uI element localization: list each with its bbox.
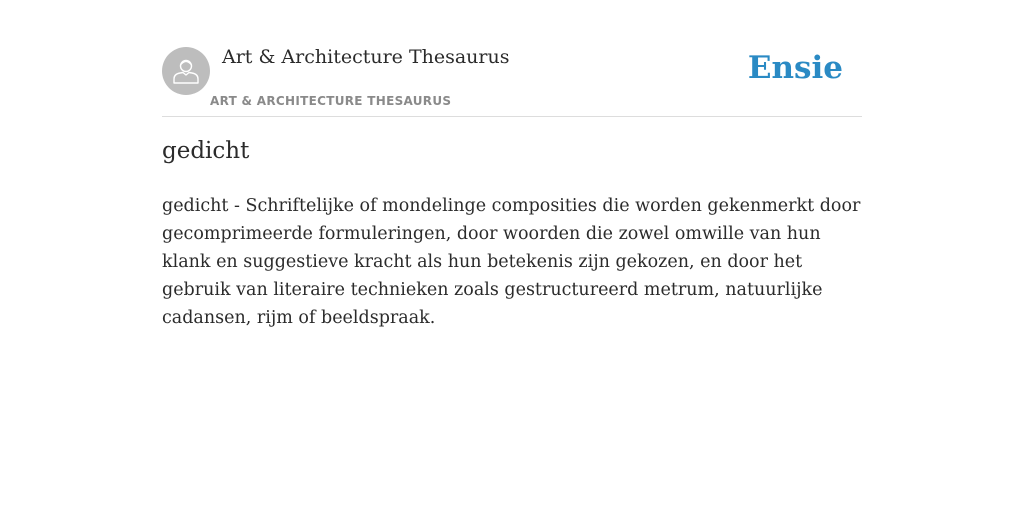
source-subtitle-link[interactable]: ART & ARCHITECTURE THESAURUS: [210, 94, 452, 108]
user-icon: [162, 47, 210, 95]
brand-logo[interactable]: Ensie: [747, 50, 843, 86]
entry-term: gedicht: [162, 138, 250, 164]
source-title[interactable]: Art & Architecture Thesaurus: [222, 46, 510, 68]
source-header: [162, 44, 862, 117]
avatar[interactable]: [162, 47, 210, 95]
entry-definition: gedicht - Schriftelijke of mondelinge composities die worden gekenmerkt door gecomprimeerde formuleringen, door woorden die zowel omwille van hun klank en suggestieve kracht als hun betekenis zijn gekozen, en door het gebruik van literaire technieken zoals gestructureerd metrum, natuurlijke cadansen, rijm of beeldspraak.: [162, 196, 861, 328]
